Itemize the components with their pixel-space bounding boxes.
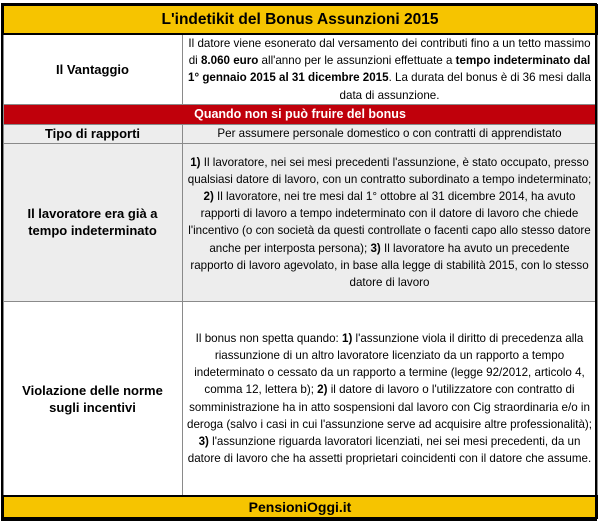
row-label-indeterminato: Il lavoratore era già a tempo indeterminato: [3, 143, 182, 301]
row-text-tipo: Per assumere personale domestico o con contratti di apprendistato: [182, 124, 597, 143]
row-label-tipo: Tipo di rapporti: [3, 124, 182, 143]
row-text-violazione: Il bonus non spetta quando: 1) l'assunzione viola il diritto di precedenza alla riassunzione di un altro lavoratore licenziato da un rapporto a tempo indeterminato o cessato da un rapporto a termine (legge 92/2012, articolo 4, comma 12, lettera b); 2) il datore di lavoro o l'utilizzatore con contratto di somministrazione ha in atto sospensioni dal lavoro con Cig straordinaria e/o in deroga (salvo i casi in cui l'assunzione serve ad acquisire altre professionalità); 3) l'assunzione riguarda lavoratori licenziati, nei sei mesi precedenti, da un datore di lavoro che ha assetti proprietari coincidenti con il datore che assume.: [182, 301, 597, 496]
row-label-vantaggio: Il Vantaggio: [3, 34, 182, 104]
section-header: Quando non si può fruire del bonus: [3, 104, 597, 124]
source-footer: PensioniOggi.it: [3, 496, 597, 518]
row-label-violazione: Violazione delle norme sugli incentivi: [3, 301, 182, 496]
bonus-info-table: [2, 4, 598, 519]
row-text-indeterminato: 1) Il lavoratore, nei sei mesi precedenti l'assunzione, è stato occupato, presso qualsiasi datore di lavoro, con un contratto subordinato a tempo indeterminato; 2) Il lavoratore, nei tre mesi dal 1° ottobre al 31 dicembre 2014, ha avuto rapporti di lavoro a tempo indeterminato con il datore di lavoro che chiede l'incentivo (o con società da questi controllate o facenti capo allo stesso datore anche per interposta persona); 3) Il lavoratore ha avuto un precedente rapporto di lavoro agevolato, in base alla legge di stabilità 2015, con lo stesso datore di lavoro: [182, 143, 597, 301]
row-text-vantaggio: Il datore viene esonerato dal versamento dei contributi fino a un tetto massimo di 8.060 euro all'anno per le assunzioni effettuate a tempo indeterminato dal 1° gennaio 2015 al 31 dicembre 2015. La durata del bonus è di 36 mesi dalla data di assunzione.: [182, 34, 597, 104]
table-title: L'indetikit del Bonus Assunzioni 2015: [3, 5, 597, 34]
